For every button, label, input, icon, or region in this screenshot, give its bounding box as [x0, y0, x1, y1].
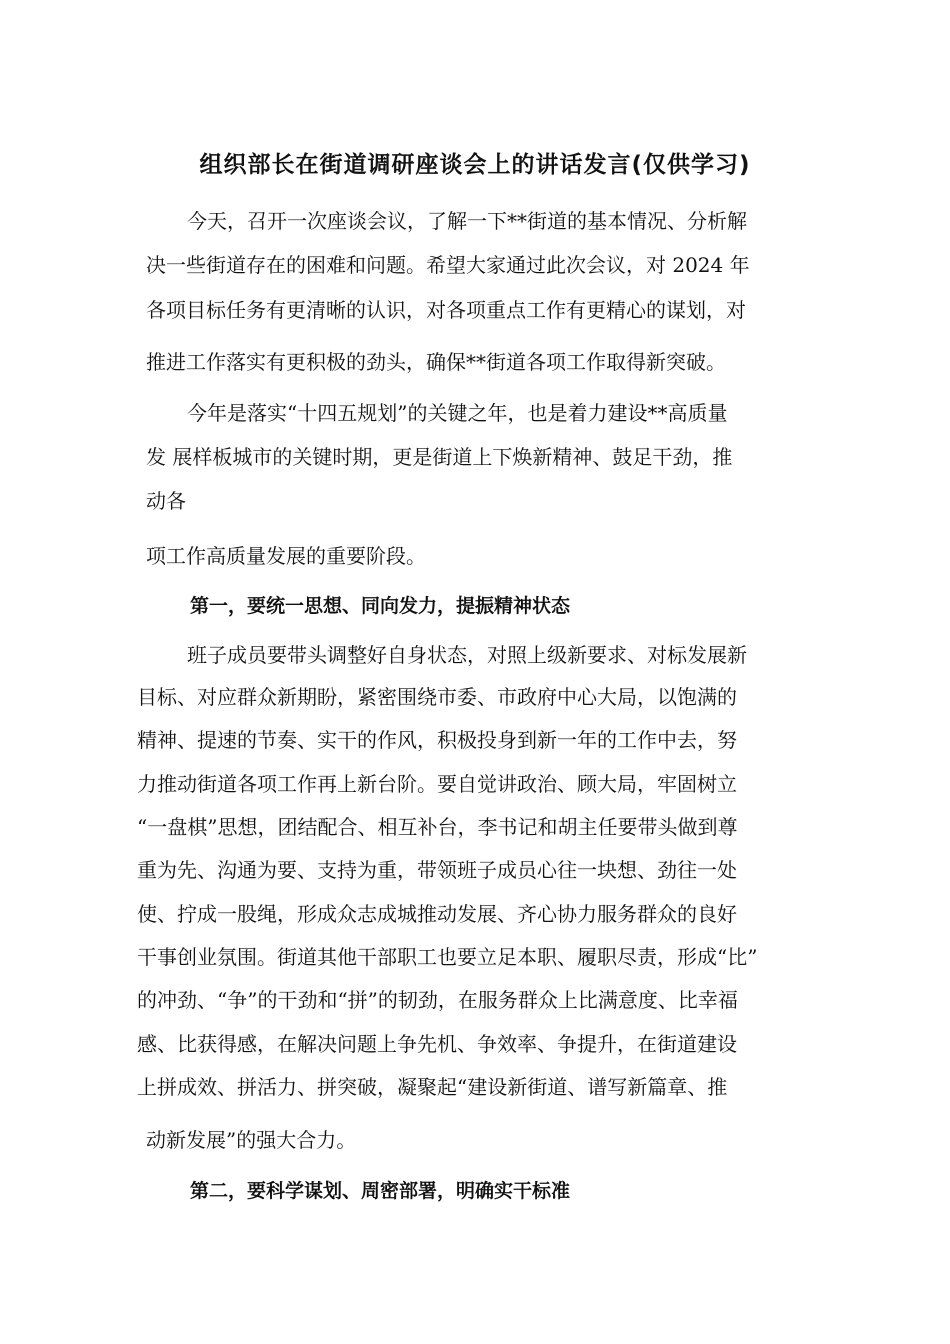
paragraph-2-line-4: 项工作高质量发展的重要阶段。	[146, 544, 426, 568]
paragraph-3-line-1: 班子成员要带头调整好自身状态，对照上级新要求、对标发展新	[187, 643, 747, 667]
paragraph-1-line-1: 今天，召开一次座谈会议，了解一下**街道的基本情况、分析解	[187, 209, 747, 233]
paragraph-3-line-10: 感、比获得感，在解决问题上争先机、争效率、争提升，在街道建设	[137, 1032, 737, 1056]
paragraph-3-line-6: 重为先、沟通为要、支持为重，带领班子成员心往一块想、劲往一处	[137, 858, 737, 882]
paragraph-1-line-3: 各项目标任务有更清晰的认识，对各项重点工作有更精心的谋划，对	[146, 298, 746, 322]
paragraph-3-line-4: 力推动街道各项工作再上新台阶。要自觉讲政治、顾大局，牢固树立	[137, 772, 737, 796]
paragraph-3-line-8: 干事创业氛围。街道其他干部职工也要立足本职、履职尽责，形成“比”	[137, 945, 758, 969]
paragraph-3-line-5: “一盘棋”思想，团结配合、相互补台，李书记和胡主任要带头做到尊	[137, 815, 738, 839]
paragraph-3-line-12: 动新发展”的强大合力。	[146, 1128, 357, 1152]
paragraph-2-line-2: 发 展样板城市的关键时期，更是街道上下焕新精神、鼓足干劲，推	[146, 445, 733, 469]
paragraph-3-line-11: 上拼成效、拼活力、拼突破，凝聚起“建设新街道、谱写新篇章、推	[137, 1075, 728, 1099]
paragraph-3-line-9: 的冲劲、“争”的干劲和“拼”的韧劲，在服务群众上比满意度、比幸福	[137, 988, 738, 1012]
section-heading-1: 第一，要统一思想、同向发力，提振精神状态	[190, 595, 571, 617]
section-heading-2: 第二，要科学谋划、周密部署，明确实干标准	[190, 1180, 571, 1202]
document-title: 组织部长在街道调研座谈会上的讲话发言(仅供学习)	[199, 152, 751, 178]
paragraph-2-line-3: 动各	[146, 489, 186, 513]
paragraph-1-line-4: 推进工作落实有更积极的劲头，确保**街道各项工作取得新突破。	[146, 350, 726, 374]
paragraph-2-line-1: 今年是落实“十四五规划”的关键之年，也是着力建设**高质量	[187, 401, 728, 425]
paragraph-3-line-7: 使、拧成一股绳，形成众志成城推动发展、齐心协力服务群众的良好	[137, 902, 737, 926]
paragraph-3-line-3: 精神、提速的节奏、实干的作风，积极投身到新一年的工作中去，努	[137, 728, 737, 752]
paragraph-1-line-2: 决一些街道存在的困难和问题。希望大家通过此次会议，对 2024 年	[146, 253, 750, 277]
paragraph-3-line-2: 目标、对应群众新期盼，紧密围绕市委、市政府中心大局，以饱满的	[137, 685, 737, 709]
